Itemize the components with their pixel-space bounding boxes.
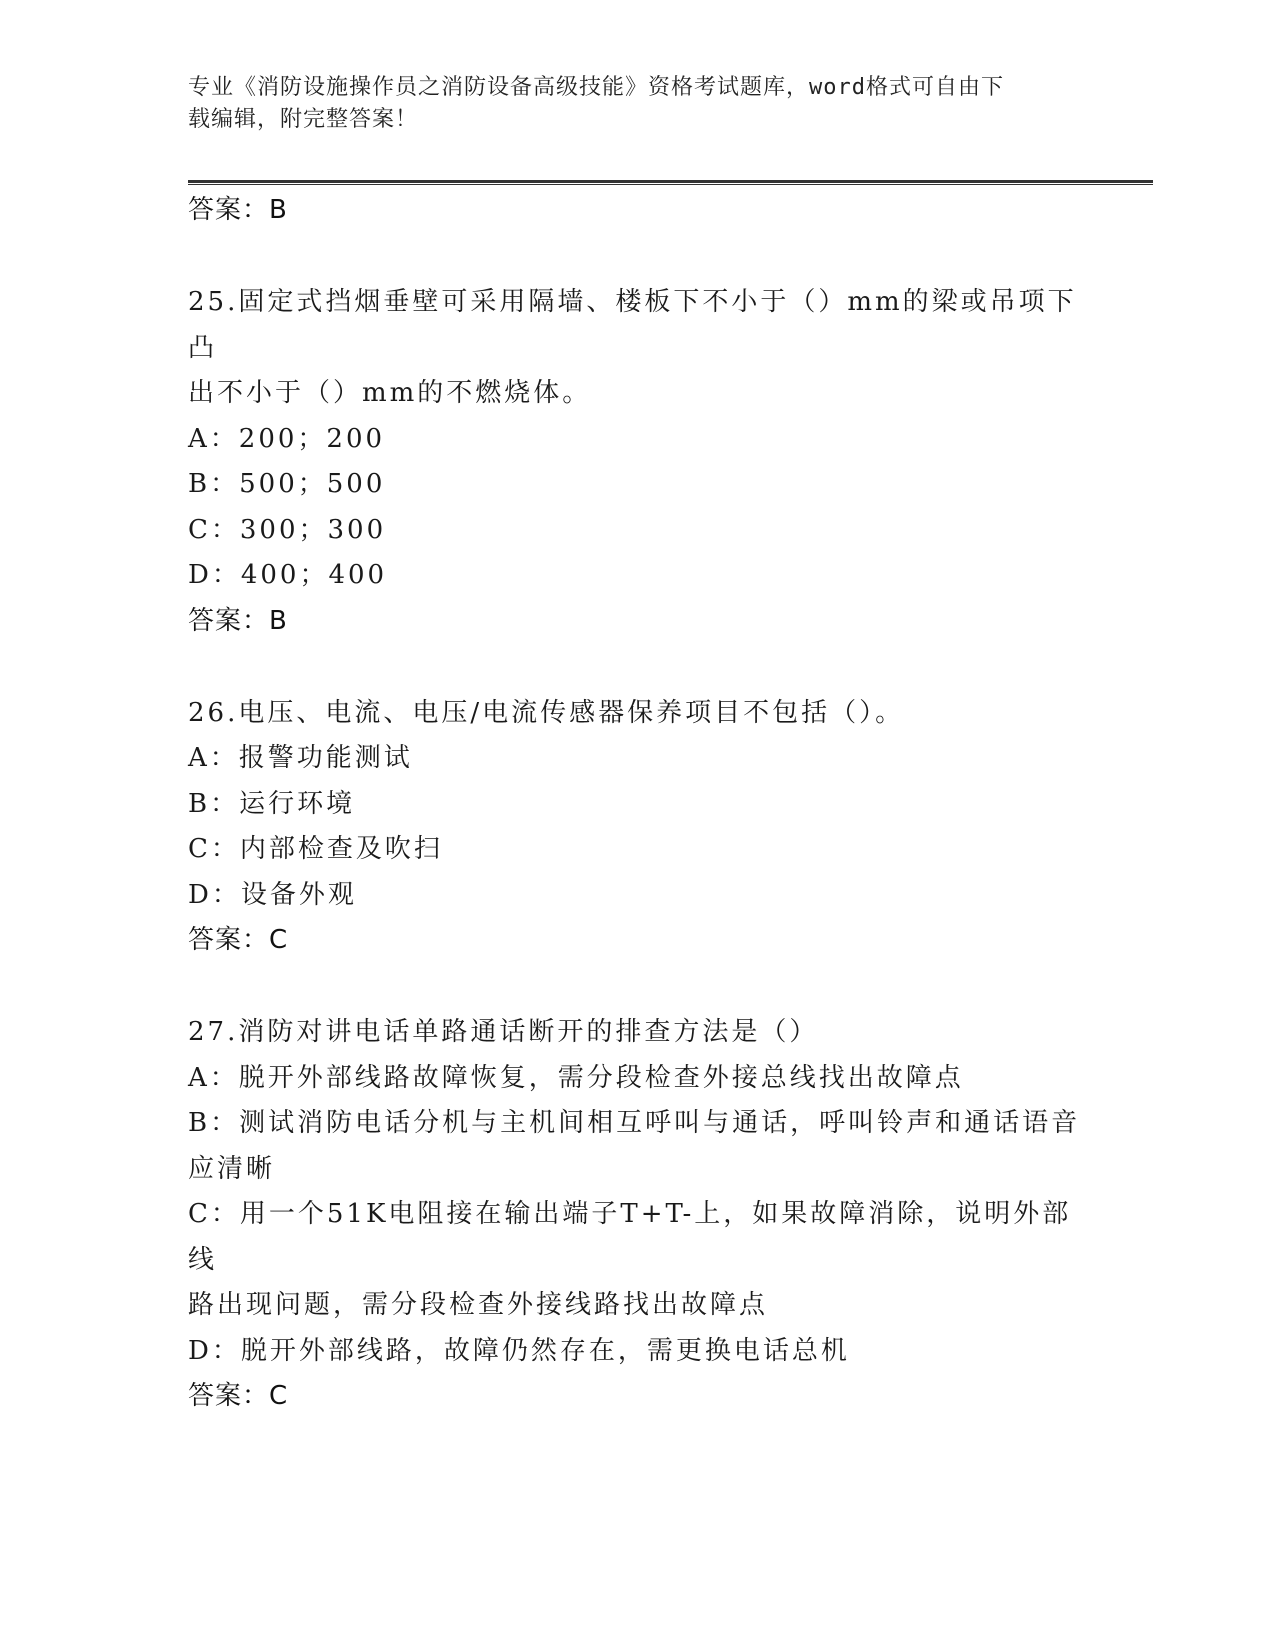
option-d: D：400；400 xyxy=(188,560,388,590)
header-line-2: 载编辑，附完整答案！ xyxy=(188,107,419,132)
question-stem: 26.电压、电流、电压/电流传感器保养项目不包括（）。 xyxy=(188,697,905,728)
header-divider xyxy=(188,180,1153,185)
answer: 答案：C xyxy=(188,925,289,955)
question-25 xyxy=(188,280,1088,644)
option-a: A：200；200 xyxy=(188,423,386,454)
question-list xyxy=(188,188,1088,1419)
option-d: D：设备外观 xyxy=(188,879,357,910)
option-a: A：报警功能测试 xyxy=(188,743,413,773)
question-26 xyxy=(188,691,1088,964)
answer: 答案：B xyxy=(188,605,288,636)
option-b: B：500；500 xyxy=(188,469,386,499)
question-stem: 27.消防对讲电话单路通话断开的排查方法是（） xyxy=(188,1017,819,1047)
answer: 答案：C xyxy=(188,1381,289,1411)
question-stem: 25.固定式挡烟垂壁可采用隔墙、楼板下不小于（）mm的梁或吊项下凸 xyxy=(188,287,1077,363)
previous-answer: 答案：B xyxy=(188,195,288,225)
option-c-continued: 路出现问题，需分段检查外接线路找出故障点 xyxy=(188,1290,769,1320)
question-stem: 出不小于（）mm的不燃烧体。 xyxy=(188,378,592,408)
option-a: A：脱开外部线路故障恢复，需分段检查外接总线找出故障点 xyxy=(188,1062,964,1093)
question-27 xyxy=(188,1010,1088,1419)
option-d: D：脱开外部线路，故障仍然存在，需更换电话总机 xyxy=(188,1335,850,1366)
option-c: C：内部检查及吹扫 xyxy=(188,834,443,864)
option-b: B：运行环境 xyxy=(188,788,356,819)
header-line-1: 专业《消防设施操作员之消防设备高级技能》资格考试题库，word格式可自由下 xyxy=(188,75,1004,100)
page-header xyxy=(188,72,1088,136)
option-b-continued: 应清晰 xyxy=(188,1153,276,1184)
option-c: C：300；300 xyxy=(188,514,387,545)
option-b: B：测试消防电话分机与主机间相互呼叫与通话，呼叫铃声和通话语音 xyxy=(188,1108,1081,1138)
option-c: C：用一个51K电阻接在输出端子T+T-上，如果故障消除，说明外部线 xyxy=(188,1199,1072,1275)
